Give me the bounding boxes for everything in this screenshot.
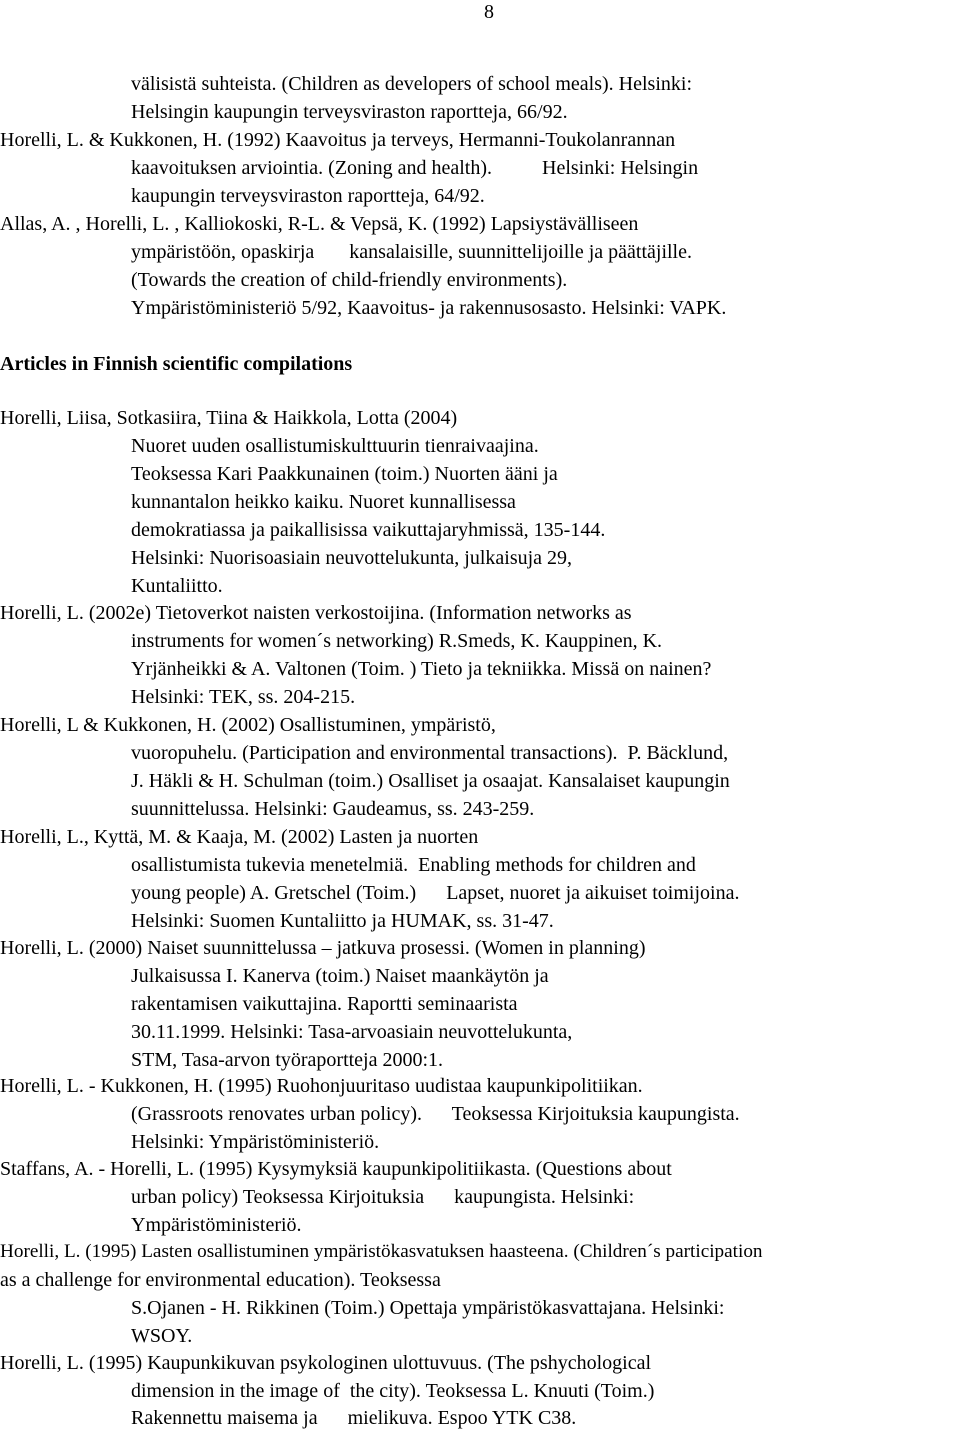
text-line: Helsinki: Ympäristöministeriö. — [131, 1131, 380, 1153]
text-line: Ympäristöministeriö 5/92, Kaavoitus- ja rakennusosasto. Helsinki: VAPK. — [131, 297, 727, 319]
text-line: Helsinki: TEK, ss. 204-215. — [131, 686, 356, 708]
text-line: as a challenge for environmental education). Teoksessa — [0, 1269, 441, 1291]
text-line: ympäristöön, opaskirja kansalaisille, suunnittelijoille ja päättäjille. — [131, 241, 692, 263]
text-line: osallistumista tukevia menetelmiä. Enabling methods for children and — [131, 854, 696, 876]
text-line: WSOY. — [131, 1325, 193, 1347]
text-line: Horelli, L & Kukkonen, H. (2002) Osallistuminen, ympäristö, — [0, 714, 496, 736]
text-line: urban policy) Teoksessa Kirjoituksia kaupungista. Helsinki: — [131, 1186, 635, 1208]
text-line: instruments for women´s networking) R.Smeds, K. Kauppinen, K. — [131, 630, 663, 652]
section-heading: Articles in Finnish scientific compilations — [0, 353, 353, 375]
text-line: Horelli, L. (2000) Naiset suunnittelussa – jatkuva prosessi. (Women in planning) — [0, 937, 646, 959]
text-line: Allas, A. , Horelli, L. , Kalliokoski, R-L. & Vepsä, K. (1992) Lapsiystävälliseen — [0, 213, 639, 235]
text-line: Nuoret uuden osallistumiskulttuurin tienraivaajina. — [131, 435, 539, 457]
text-line: Helsinki: Suomen Kuntaliitto ja HUMAK, ss. 31-47. — [131, 910, 554, 932]
text-line: Teoksessa Kari Paakkunainen (toim.) Nuorten ääni ja — [131, 463, 558, 485]
text-line: rakentamisen vaikuttajina. Raportti seminaarista — [131, 993, 518, 1015]
text-line: (Towards the creation of child-friendly environments). — [131, 269, 568, 291]
text-line: Ympäristöministeriö. — [131, 1214, 302, 1236]
text-line: välisistä suhteista. (Children as developers of school meals). Helsinki: — [131, 73, 692, 95]
text-line: Horelli, L. & Kukkonen, H. (1992) Kaavoitus ja terveys, Hermanni-Toukolanrannan — [0, 129, 676, 151]
text-line: Horelli, L. (1995) Lasten osallistuminen ympäristökasvatuksen haasteena. (Children´s participation — [0, 1241, 763, 1262]
text-line: J. Häkli & H. Schulman (toim.) Osalliset ja osaajat. Kansalaiset kaupungin — [131, 770, 730, 792]
text-line: Horelli, L. (1995) Kaupunkikuvan psykologinen ulottuvuus. (The pshychological — [0, 1352, 652, 1374]
text-line: Horelli, L. - Kukkonen, H. (1995) Ruohonjuuritaso uudistaa kaupunkipolitiikan. — [0, 1075, 643, 1097]
text-line: Horelli, Liisa, Sotkasiira, Tiina & Haikkola, Lotta (2004) — [0, 407, 458, 429]
text-line: dimension in the image of the city). Teoksessa L. Knuuti (Toim.) — [131, 1380, 655, 1402]
page-number: 8 — [484, 1, 494, 23]
text-line: Horelli, L. (2002e) Tietoverkot naisten verkostoijina. (Information networks as — [0, 602, 632, 624]
text-line: Horelli, L., Kyttä, M. & Kaaja, M. (2002) Lasten ja nuorten — [0, 826, 479, 848]
text-line: Yrjänheikki & A. Valtonen (Toim. ) Tieto ja tekniikka. Missä on nainen? — [131, 658, 712, 680]
text-line: 30.11.1999. Helsinki: Tasa-arvoasiain neuvottelukunta, — [131, 1021, 573, 1043]
text-line: Staffans, A. - Horelli, L. (1995) Kysymyksiä kaupunkipolitiikasta. (Questions about — [0, 1158, 672, 1180]
text-line: kunnantalon heikko kaiku. Nuoret kunnallisessa — [131, 491, 516, 513]
text-line: Helsingin kaupungin terveysviraston raportteja, 66/92. — [131, 101, 568, 123]
text-line: vuoropuhelu. (Participation and environmental transactions). P. Bäcklund, — [131, 742, 729, 764]
text-line: STM, Tasa-arvon työraportteja 2000:1. — [131, 1049, 444, 1071]
text-line: Helsinki: Nuorisoasiain neuvottelukunta, julkaisuja 29, — [131, 547, 573, 569]
text-line: kaupungin terveysviraston raportteja, 64/92. — [131, 185, 485, 207]
text-line: kaavoituksen arviointia. (Zoning and health). Helsinki: Helsingin — [131, 157, 699, 179]
text-line: suunnittelussa. Helsinki: Gaudeamus, ss. 243-259. — [131, 798, 535, 820]
text-line: Kuntaliitto. — [131, 575, 223, 597]
text-line: Julkaisussa I. Kanerva (toim.) Naiset maankäytön ja — [131, 965, 549, 987]
text-line: (Grassroots renovates urban policy). Teoksessa Kirjoituksia kaupungista. — [131, 1103, 740, 1125]
text-line: S.Ojanen - H. Rikkinen (Toim.) Opettaja ympäristökasvattajana. Helsinki: — [131, 1297, 725, 1319]
text-line: young people) A. Gretschel (Toim.) Lapset, nuoret ja aikuiset toimijoina. — [131, 882, 740, 904]
text-line: demokratiassa ja paikallisissa vaikuttajaryhmissä, 135-144. — [131, 519, 606, 541]
text-line: Rakennettu maisema ja mielikuva. Espoo YTK C38. — [131, 1407, 577, 1429]
